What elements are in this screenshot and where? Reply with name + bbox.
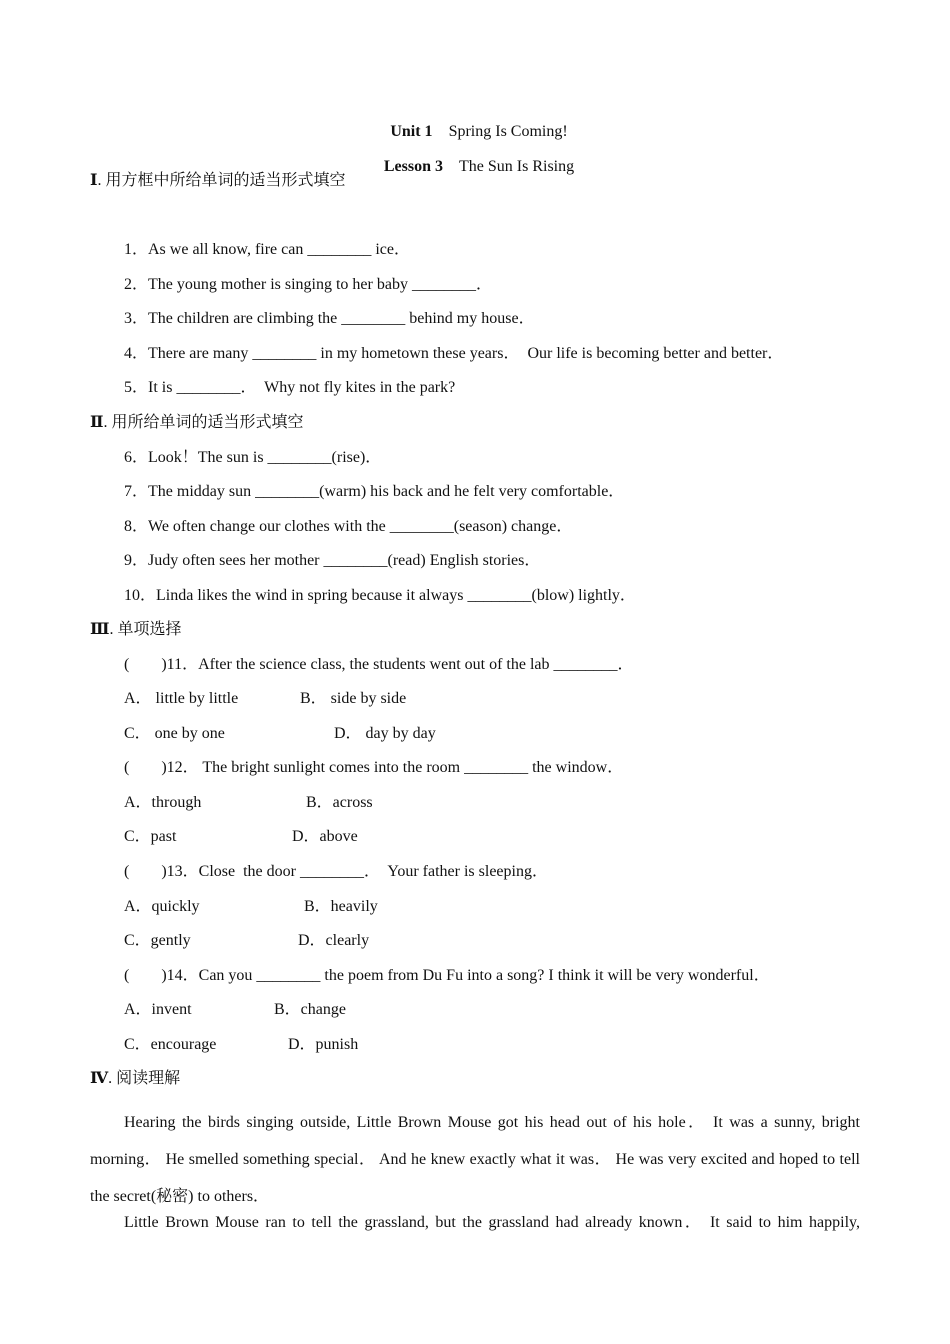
section-2-heading: Ⅱ. 用所给单词的适当形式填空	[90, 414, 304, 431]
question-13-option-b: B．heavily	[304, 898, 378, 915]
question-14-option-d: D．punish	[288, 1036, 359, 1053]
question-13-option-c: C．gently	[124, 932, 191, 949]
question-9: 9．Judy often sees her mother ________(read) English stories．	[124, 552, 541, 569]
question-4: 4．There are many ________ in my hometown these years． Our life is becoming better and better．	[124, 345, 784, 362]
question-12-option-b: B．across	[306, 794, 373, 811]
section-3-heading: Ⅲ. 单项选择	[90, 621, 182, 638]
question-11-stem: ( )11．After the science class, the students went out of the lab ________．	[124, 656, 634, 673]
question-11-option-c: C． one by one	[124, 725, 225, 742]
question-10: 10．Linda likes the wind in spring because it always ________(blow) lightly．	[124, 587, 636, 604]
question-13-option-d: D．clearly	[298, 932, 370, 949]
question-12-option-a: A．through	[124, 794, 202, 811]
question-14-option-c: C．encourage	[124, 1036, 217, 1053]
question-13-option-a: A．quickly	[124, 898, 200, 915]
question-12-option-d: D．above	[292, 828, 358, 845]
question-1: 1．As we all know, fire can ________ ice．	[124, 241, 411, 258]
reading-paragraph-1: Hearing the birds singing outside, Little Brown Mouse got his head out of his hole． It was a sunny, bright morning． He smelled something special． And he knew exactly what it was． He was very excited and hoped to tell the secret(秘密) to others．	[90, 1114, 860, 1205]
question-6: 6．Look！The sun is ________(rise)．	[124, 449, 382, 466]
question-12-stem: ( )12． The bright sunlight comes into the room ________ the window．	[124, 759, 624, 776]
question-12-option-c: C．past	[124, 828, 177, 845]
question-2: 2．The young mother is singing to her baby ________．	[124, 276, 492, 293]
unit-title	[0, 102, 950, 142]
question-7: 7．The midday sun ________(warm) his back and he felt very comfortable．	[124, 483, 625, 500]
unit-name: Spring Is Coming!	[448, 123, 568, 140]
unit-label: Unit 1	[390, 123, 433, 140]
lesson-name: The Sun Is Rising	[459, 158, 575, 175]
question-11-option-b: B． side by side	[300, 690, 407, 707]
section-1-heading: Ⅰ. 用方框中所给单词的适当形式填空	[90, 172, 346, 189]
question-14-option-a: A．invent	[124, 1001, 192, 1018]
question-14-option-b: B．change	[274, 1001, 346, 1018]
reading-paragraph-2: Little Brown Mouse ran to tell the grassland, but the grassland had already known． It said to him happily,	[124, 1214, 861, 1231]
question-3: 3．The children are climbing the ________ behind my house．	[124, 310, 535, 327]
lesson-label: Lesson 3	[383, 158, 443, 175]
question-11-option-d: D． day by day	[334, 725, 436, 742]
section-4-heading: Ⅳ. 阅读理解	[90, 1070, 181, 1087]
question-13-stem: ( )13．Close the door ________． Your father is sleeping．	[124, 863, 548, 880]
question-8: 8．We often change our clothes with the ________(season) change．	[124, 518, 573, 535]
question-14-stem: ( )14．Can you ________ the poem from Du Fu into a song? I think it will be very wonderful．	[124, 967, 770, 984]
question-11-option-a: A． little by little	[124, 690, 239, 707]
question-5: 5．It is ________． Why not fly kites in the park?	[124, 379, 456, 396]
